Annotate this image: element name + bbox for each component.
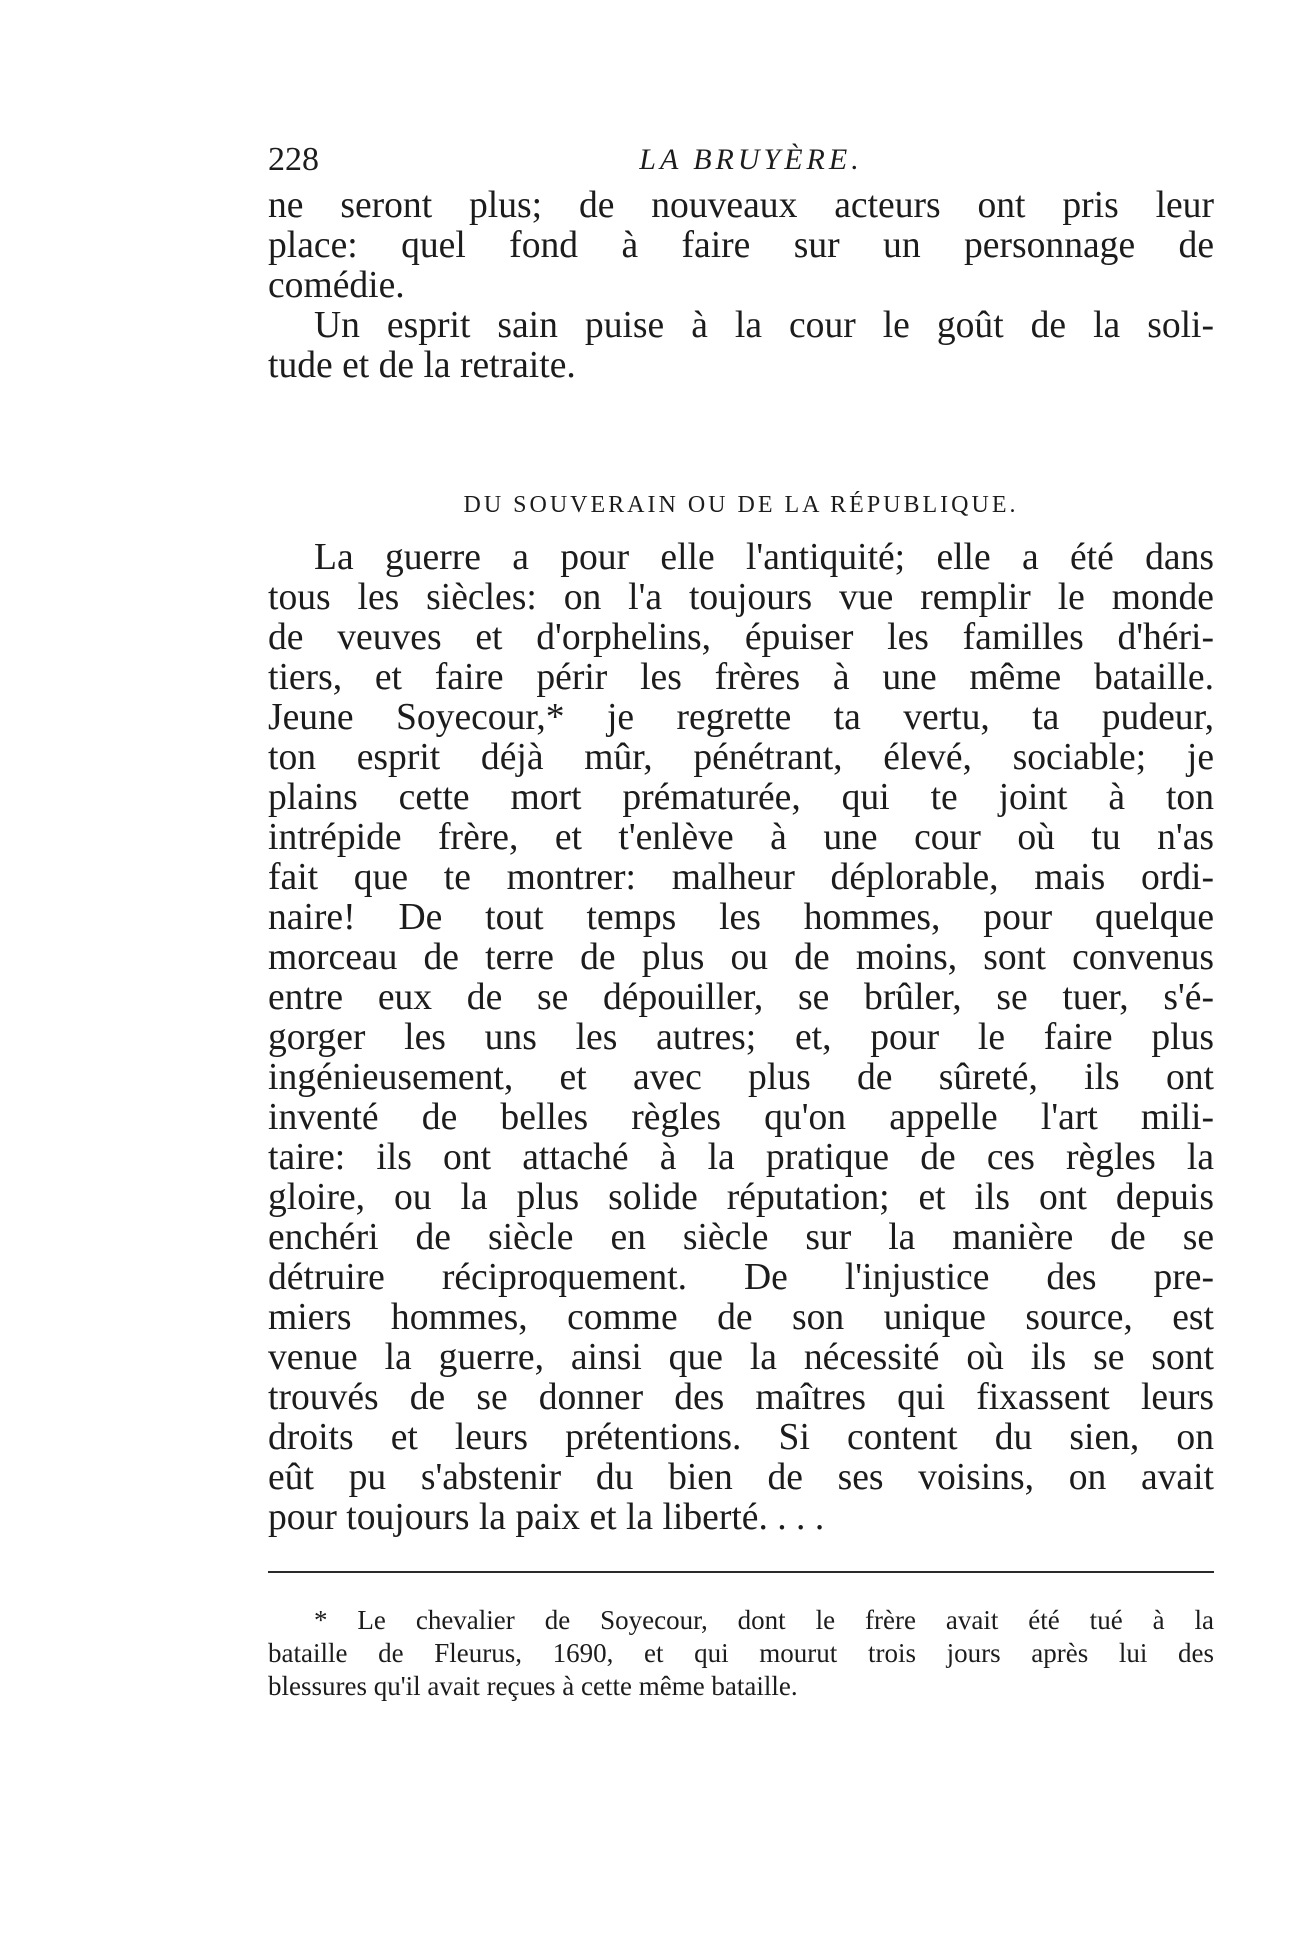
text-line: venue la guerre, ainsi que la nécessité où ils se sont bbox=[268, 1337, 1214, 1378]
section-heading: DU SOUVERAIN OU DE LA RÉPUBLIQUE. bbox=[463, 492, 1019, 518]
text-line: eût pu s'abstenir du bien de ses voisins, on avait bbox=[268, 1457, 1214, 1498]
text-line: miers hommes, comme de son unique source, est bbox=[268, 1297, 1214, 1338]
text-line: enchéri de siècle en siècle sur la manière de se bbox=[268, 1217, 1214, 1258]
text-line: plains cette mort prématurée, qui te joint à ton bbox=[268, 777, 1214, 818]
text-line: La guerre a pour elle l'antiquité; elle a été dans bbox=[314, 537, 1214, 578]
text-line: trouvés de se donner des maîtres qui fixassent leurs bbox=[268, 1377, 1214, 1418]
paragraph-esprit-sain bbox=[268, 306, 1214, 386]
running-title: LA BRUYÈRE. bbox=[639, 143, 863, 176]
text-line: entre eux de se dépouiller, se brûler, se tuer, s'é- bbox=[268, 977, 1214, 1018]
text-line: ton esprit déjà mûr, pénétrant, élevé, sociable; je bbox=[268, 737, 1214, 778]
text-line: Jeune Soyecour,* je regrette ta vertu, ta pudeur, bbox=[268, 697, 1214, 738]
text-line: morceau de terre de plus ou de moins, sont convenus bbox=[268, 937, 1214, 978]
paragraph-continued bbox=[268, 186, 1214, 306]
footnote-rule bbox=[268, 1571, 1214, 1573]
continued-text bbox=[268, 186, 1214, 386]
text-line: détruire réciproquement. De l'injustice des pre- bbox=[268, 1257, 1214, 1298]
text-line: intrépide frère, et t'enlève à une cour où tu n'as bbox=[268, 817, 1214, 858]
text-line: ingénieusement, et avec plus de sûreté, ils ont bbox=[268, 1057, 1214, 1098]
footnote-line: blessures qu'il avait reçues à cette même bataille. bbox=[268, 1671, 798, 1701]
text-line: tiers, et faire périr les frères à une même bataille. bbox=[268, 657, 1214, 698]
footnote-line: * Le chevalier de Soyecour, dont le frère avait été tué à la bbox=[314, 1605, 1214, 1635]
text-line: ne seront plus; de nouveaux acteurs ont pris leur bbox=[268, 185, 1214, 226]
text-line: naire! De tout temps les hommes, pour quelque bbox=[268, 897, 1214, 938]
text-line: comédie. bbox=[268, 265, 405, 306]
text-line: place: quel fond à faire sur un personnage de bbox=[268, 225, 1214, 266]
text-line: Un esprit sain puise à la cour le goût de la soli- bbox=[314, 305, 1214, 346]
text-line: droits et leurs prétentions. Si content du sien, on bbox=[268, 1417, 1214, 1458]
section-body bbox=[268, 538, 1214, 1538]
text-line: taire: ils ont attaché à la pratique de ces règles la bbox=[268, 1137, 1214, 1178]
text-line: gloire, ou la plus solide réputation; et ils ont depuis bbox=[268, 1177, 1214, 1218]
page-number: 228 bbox=[268, 141, 319, 178]
page-header bbox=[268, 140, 1214, 180]
text-line: de veuves et d'orphelins, épuiser les familles d'héri- bbox=[268, 617, 1214, 658]
text-line: pour toujours la paix et la liberté. . . . bbox=[268, 1497, 825, 1538]
text-line: gorger les uns les autres; et, pour le faire plus bbox=[268, 1017, 1214, 1058]
footnote bbox=[268, 1604, 1214, 1703]
text-line: fait que te montrer: malheur déplorable, mais ordi- bbox=[268, 857, 1214, 898]
text-line: tude et de la retraite. bbox=[268, 345, 576, 386]
paragraph-guerre bbox=[268, 538, 1214, 1538]
footnote-line: bataille de Fleurus, 1690, et qui mourut trois jours après lui des bbox=[268, 1638, 1214, 1668]
text-line: tous les siècles: on l'a toujours vue remplir le monde bbox=[268, 577, 1214, 618]
text-line: inventé de belles règles qu'on appelle l'art mili- bbox=[268, 1097, 1214, 1138]
